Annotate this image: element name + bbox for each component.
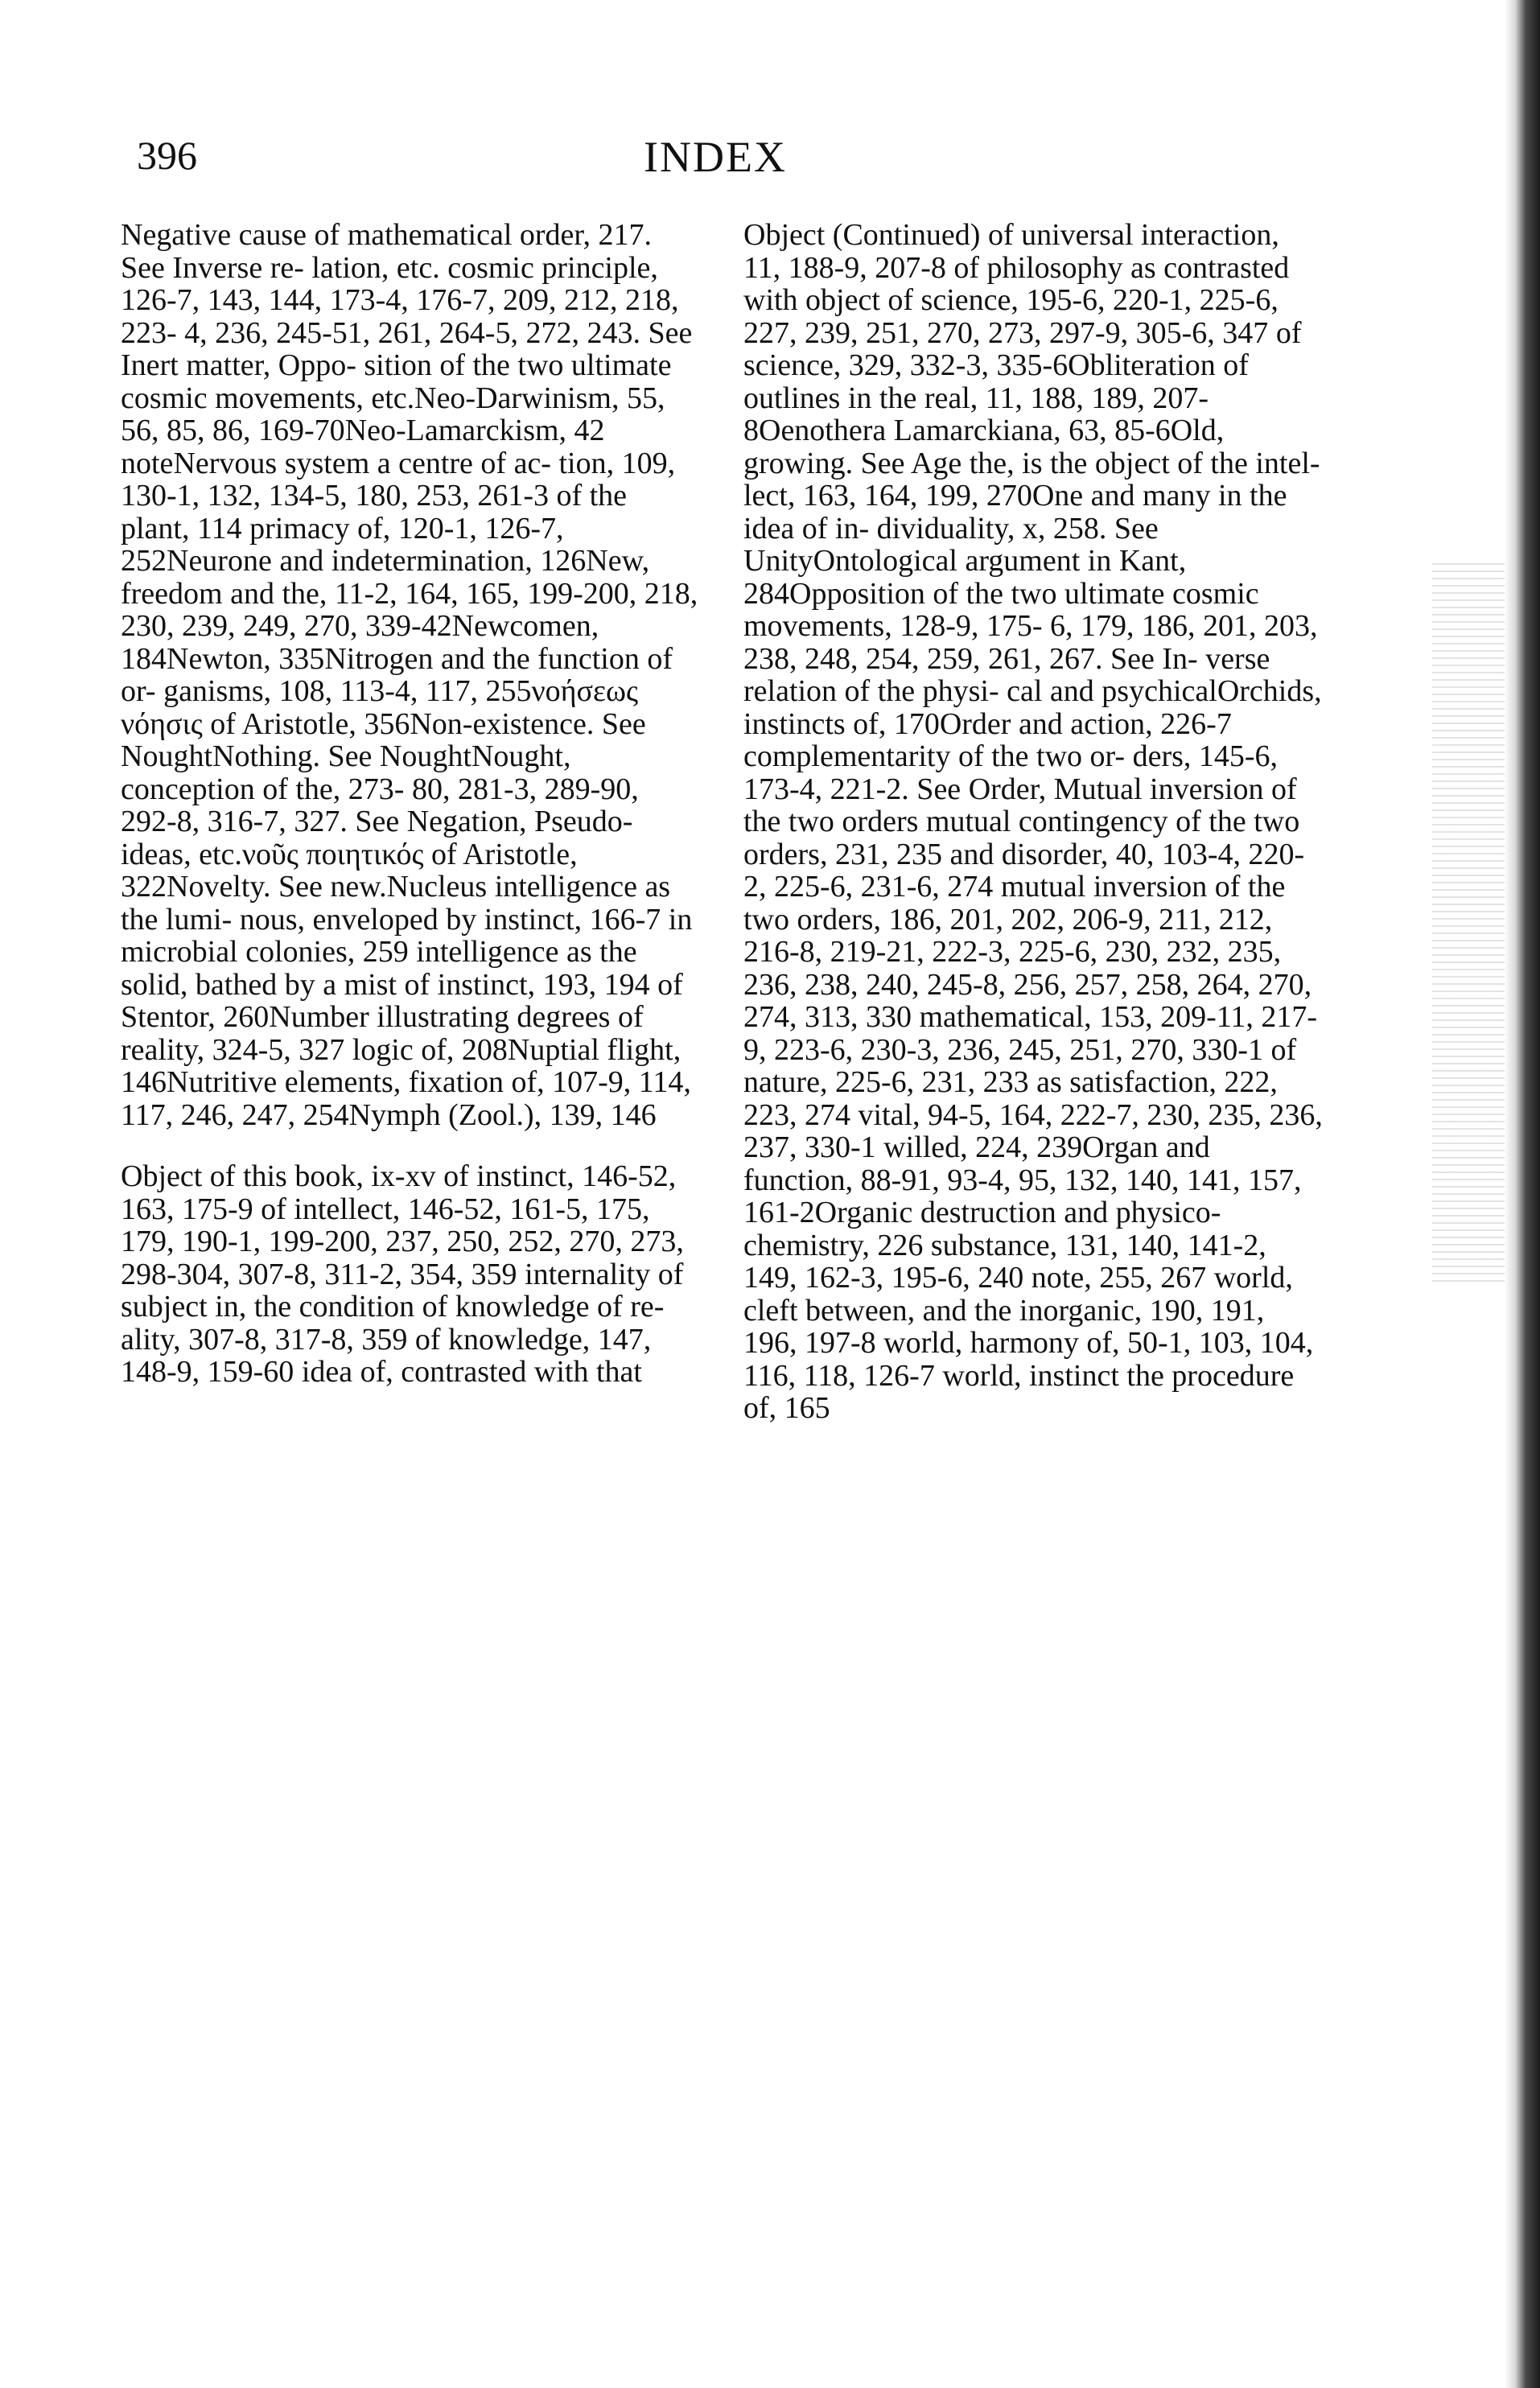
index-line: 173-4, 176-7, 209, 212, 218, 223-	[121, 283, 679, 350]
index-line: Neurone and indetermination, 126	[167, 544, 587, 578]
index-line: Organic destruction and physico-	[814, 1196, 1221, 1229]
index-line: nous, enveloped by instinct,	[232, 902, 583, 937]
index-line: 4, 236, 245-51, 261, 264-5, 272,	[176, 315, 579, 350]
index-line: dividuality, x, 258. See Unity	[743, 511, 1159, 578]
index-line: 311-2, 354, 359	[316, 1257, 517, 1291]
index-line: and disorder, 40, 103-4, 220-2,	[743, 837, 1305, 904]
index-line: 169-70	[250, 414, 345, 447]
index-line: the two orders	[743, 805, 919, 838]
page-edge-speckle	[1432, 563, 1505, 1287]
index-line: Nothing. See Nought	[212, 739, 471, 773]
index-line: of intellect, 146-52, 161-5, 175,	[253, 1192, 650, 1226]
index-line: Obliteration of outlines in the	[743, 348, 1249, 415]
index-line: 273, 297-9, 305-6, 347	[980, 315, 1269, 350]
index-column-right	[743, 219, 1323, 1425]
index-line: in microbial colonies, 259	[121, 902, 693, 969]
index-line: cal and psychical	[999, 674, 1217, 708]
index-line: 188-9, 207-8	[780, 250, 946, 285]
index-line: ality, 307-8, 317-8, 359	[121, 1322, 408, 1357]
page-edge-shadow	[1505, 0, 1540, 2388]
index-line: 254, 259, 261, 267. See In-	[858, 641, 1198, 676]
index-line: νοῦς ποιητικός of Aristotle, 322	[121, 837, 578, 904]
index-line: 6, 179, 186, 201, 203, 238, 248,	[743, 609, 1318, 676]
index-line: as satisfaction, 222, 223, 274	[743, 1065, 1278, 1132]
index-line: Nutritive elements, fixation of,	[167, 1065, 545, 1099]
index-line: 165, 199-200, 218, 230, 239, 249,	[121, 576, 698, 643]
index-line: orders, 231, 235	[743, 837, 942, 871]
index-column-left	[121, 219, 700, 1389]
index-line: intelligence as the solid, bathed	[121, 935, 637, 1002]
index-line: the, is the object of the intel-	[961, 446, 1320, 480]
index-line: mathematical, 153, 209-11, 217-	[912, 1000, 1318, 1034]
index-line: 252, 270, 273, 298-304, 307-8,	[121, 1225, 684, 1291]
index-line: Order, Mutual inversion of	[961, 772, 1297, 806]
index-line: of Stentor, 260	[121, 967, 683, 1034]
index-line: Order and action, 226-7	[939, 706, 1232, 741]
index-line: of instinct, 146-52, 163, 175-9	[121, 1159, 677, 1226]
index-line: 220-1, 225-6, 227, 239, 251, 270,	[743, 283, 1279, 350]
index-line: inorganic, 190, 191, 196, 197-8	[743, 1293, 1265, 1360]
index-line: Novelty. See new.	[167, 870, 387, 904]
index-line: Opposition of the two ultimate	[789, 576, 1165, 611]
index-line: primacy of, 120-1, 126-7, 252	[121, 511, 564, 578]
index-line: of, 165	[743, 1391, 830, 1425]
index-line: 9, 223-6, 230-3, 236, 245, 251,	[743, 1032, 1123, 1067]
index-line: Object (Continued)	[743, 218, 981, 252]
index-line: 225-6, 230, 232, 235, 236, 238,	[743, 935, 1282, 1002]
index-line: idea of, contrasted with that	[294, 1355, 642, 1389]
page-number: 396	[137, 133, 197, 178]
index-line: Neo-Lamarckism, 42 note	[121, 414, 605, 480]
index-line: 270, 339-42	[296, 609, 452, 643]
index-line: world, cleft between, and the	[743, 1261, 1293, 1328]
index-line: verse relation of the physi-	[743, 641, 1270, 708]
index-line: of the plant, 114	[121, 479, 628, 546]
index-line: mutual contingency of the two	[918, 805, 1300, 838]
index-line: internality of subject in, the	[121, 1257, 684, 1324]
index-line: Orchids, instincts of, 170	[743, 674, 1322, 741]
index-line: 104, 116, 118, 126-7	[743, 1326, 1314, 1393]
section-gap	[121, 1131, 700, 1160]
index-line: of philosophy as contrasted	[945, 250, 1290, 285]
index-line: ders, 145-6, 173-4, 221-2. See	[743, 739, 1279, 806]
index-line: 107-9, 114, 117, 246, 247, 254	[121, 1065, 691, 1132]
index-line: 180, 253, 261-3	[347, 479, 549, 513]
index-line: Ontological argument in Kant,	[813, 544, 1187, 578]
index-line: logic of, 208	[344, 1032, 508, 1067]
index-line: ganisms, 108, 113-4, 117, 255	[155, 674, 532, 708]
index-line: of knowledge, 147, 148-9, 159-60	[121, 1322, 652, 1389]
index-line: 270, 274, 313, 330	[743, 967, 1312, 1034]
index-line: Nymph (Zool.), 139, 146	[348, 1097, 657, 1132]
index-line: νοήσεως νόησις of Aristotle, 356	[121, 674, 639, 741]
index-line: vital, 94-5, 164, 222-7, 230, 235,	[850, 1097, 1262, 1132]
index-line: Non-existence. See Nought	[121, 706, 646, 773]
index-line: cosmic principle, 126-7, 143, 144,	[121, 250, 658, 317]
index-line: world, harmony of, 50-1, 103,	[875, 1326, 1253, 1360]
index-line: condition of knowledge of re-	[291, 1290, 665, 1324]
index-line: Negative cause of mathematical	[121, 218, 513, 252]
index-line: Newton, 335	[167, 641, 325, 676]
index-line: lect, 163, 164, 199, 270	[743, 479, 1032, 513]
page-title: INDEX	[644, 133, 787, 181]
index-line: 240, 245-8, 256, 257, 258, 264,	[858, 967, 1251, 1002]
index-line: mutual inversion of the two	[743, 870, 1286, 937]
index-line: lation, etc.	[303, 250, 440, 285]
index-line: substance, 131, 140, 141-2, 149,	[743, 1228, 1266, 1295]
index-line: reality, 324-5, 327	[121, 1032, 345, 1067]
index-line: Nuptial flight, 146	[121, 1032, 681, 1099]
index-line: 236, 237, 330-1	[743, 1097, 1323, 1164]
index-line: of nature, 225-6, 231, 233	[743, 1032, 1297, 1099]
index-line: 166-7	[582, 902, 661, 937]
index-line: cosmic movements, 128-9, 175-	[743, 576, 1259, 643]
index-line: tion, 109, 130-1, 132, 134-5,	[121, 446, 676, 513]
index-line: Nervous system a centre of ac-	[173, 446, 551, 480]
index-line: willed, 224, 239	[875, 1130, 1083, 1164]
index-line: of science, 329, 332-3, 335-6	[743, 315, 1302, 382]
index-line: Nucleus intelligence as the lumi-	[121, 870, 671, 937]
index-line: Number illustrating degrees of	[269, 1000, 644, 1034]
index-line: Old, growing. See Age	[743, 414, 1225, 480]
index-line: ideas, etc.	[121, 837, 242, 871]
index-line: 211, 212, 216-8, 219-21, 222-3,	[743, 902, 1273, 969]
index-line: Newcomen, 184	[121, 609, 599, 676]
index-line: 270, 330-1	[1122, 1032, 1263, 1067]
index-line: 95, 132, 140, 141, 157, 161-2	[743, 1163, 1302, 1229]
index-line: by a mist of instinct, 193, 194	[277, 967, 650, 1002]
index-line: 243. See Inert matter, Oppo-	[121, 315, 693, 382]
index-line: Neo-Darwinism, 55, 56, 85, 86,	[121, 381, 665, 447]
index-line: world, instinct the procedure	[934, 1358, 1295, 1393]
index-line: 225-6, 231-6, 274	[766, 870, 994, 904]
index-line: cosmic movements, etc.	[121, 381, 415, 415]
index-line: New, freedom and the, 11-2, 164,	[121, 544, 650, 611]
index-line: 327. See Negation, Pseudo-	[286, 805, 633, 838]
index-line: Oenothera Lamarckiana, 63, 85-6	[759, 414, 1171, 447]
index-line: 284	[743, 576, 789, 611]
index-line: 162-3, 195-6, 240 note, 255, 267	[797, 1261, 1207, 1295]
index-line: sition of the two ultimate	[356, 348, 672, 382]
index-line: with object of science, 195-6,	[743, 283, 1106, 317]
index-line: complementarity of the two or-	[743, 739, 1126, 773]
index-line: Nought, conception of the, 273-	[121, 739, 571, 806]
index-line: order, 217. See Inverse re-	[121, 218, 653, 285]
index-line: Nitrogen and the function of or-	[121, 641, 673, 708]
index-line: Object of this book, ix-xv	[121, 1159, 436, 1193]
index-line: One and many in the idea of in-	[743, 479, 1287, 546]
index-line: real, 11, 188, 189, 207-8	[743, 381, 1209, 447]
index-line: of universal interaction, 11,	[743, 218, 1279, 285]
index-line: chemistry, 226	[743, 1228, 924, 1262]
index-line: 80, 281-3, 289-90, 292-8, 316-7,	[121, 772, 639, 838]
index-line: 179, 190-1, 199-200, 237, 250,	[121, 1225, 500, 1258]
index-line: orders, 186, 201, 202, 206-9,	[789, 902, 1151, 937]
index-line: Organ and function, 88-91, 93-4,	[743, 1130, 1210, 1197]
